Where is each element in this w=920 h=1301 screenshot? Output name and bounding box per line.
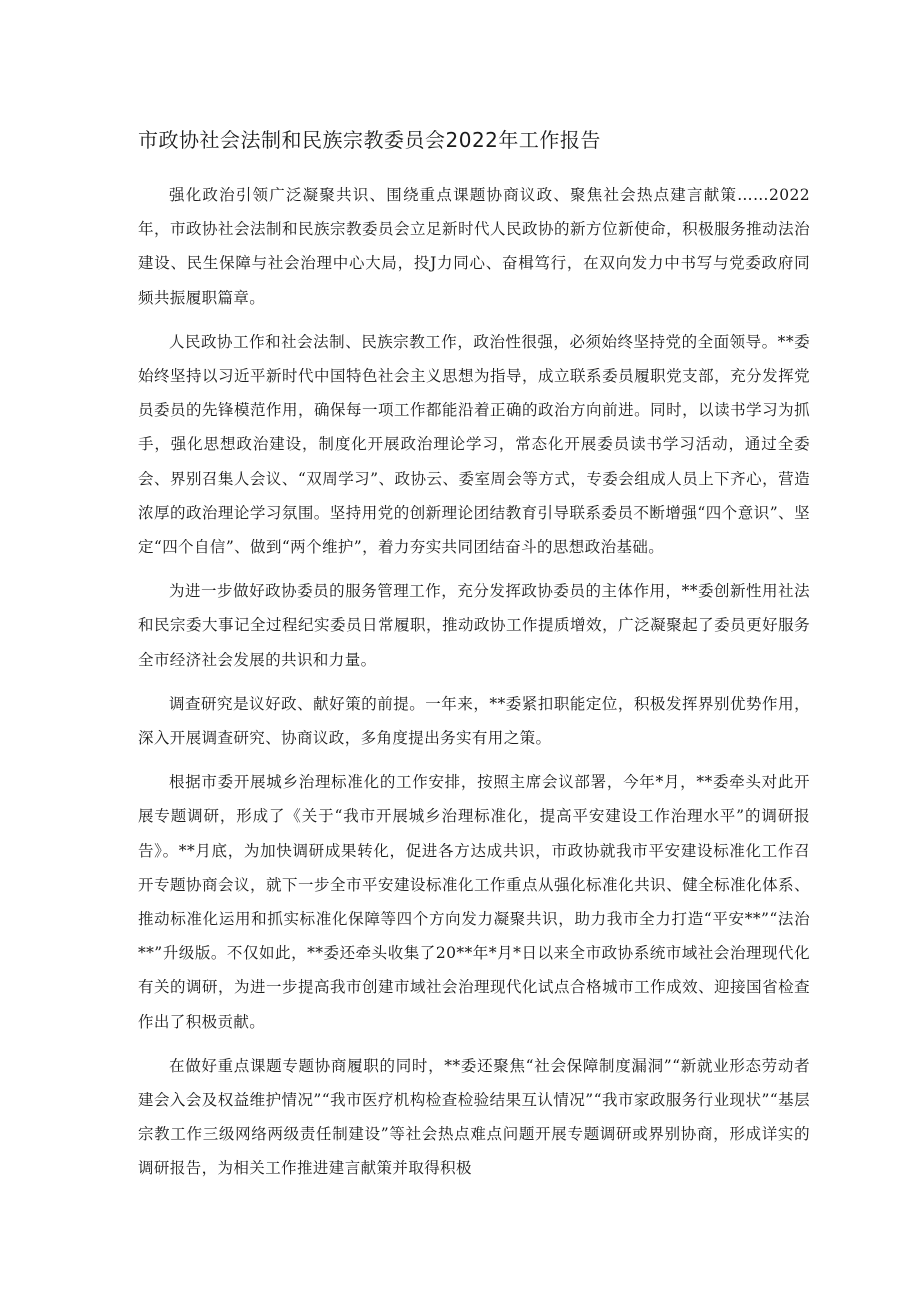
document-title: 市政协社会法制和民族宗教委员会2022年工作报告 xyxy=(138,128,601,152)
paragraph-2: 人民政协工作和社会法制、民族宗教工作，政治性很强，必须始终坚持党的全面领导。**委始终坚持以习近平新时代中国特色社会主义思想为指导，成立联系委员履职党支部，充分发挥党员委员的先锋模范作用，确保每一项工作都能沿着正确的政治方向前进。同时，以读书学习为抓手，强化思想政治建设，制度化开展政治理论学习，常态化开展委员读书学习活动，通过全委会、界别召集人会议、“双周学习”、政协云、委室周会等方式，专委会组成人员上下齐心，营造浓厚的政治理论学习氛围。坚持用党的创新理论团结教育引导联系委员不断增强“四个意识”、坚定“四个自信”、做到“两个维护”，着力夯实共同团结奋斗的思想政治基础。 xyxy=(138,332,810,557)
paragraph-4: 调查研究是议好政、献好策的前提。一年来，**委紧扣职能定位，积极发挥界别优势作用，深入开展调查研究、协商议政，多角度提出务实有用之策。 xyxy=(138,694,810,748)
paragraph-1: 强化政治引领广泛凝聚共识、围绕重点课题协商议政、聚焦社会热点建言献策……2022年，市政协社会法制和民族宗教委员会立足新时代人民政协的新方位新使命，积极服务推动法治建设、民生保障与社会治理中心大局，投J力同心、奋楫笃行，在双向发力中书写与党委政府同频共振履职篇章。 xyxy=(138,186,810,307)
paragraph-6: 在做好重点课题专题协商履职的同时，**委还聚焦“社会保障制度漏洞”“新就业形态劳动者建会入会及权益维护情况”“我市医疗机构检查检验结果互认情况”“我市家政服务行业现状”“基层宗教工作三级网络两级责任制建设”等社会热点难点问题开展专题调研或界别协商，形成详实的调研报告，为相关工作推进建言献策并取得积极 xyxy=(138,1056,810,1178)
paragraph-5: 根据市委开展城乡治理标准化的工作安排，按照主席会议部署，今年*月，**委牵头对此开展专题调研，形成了《关于“我市开展城乡治理标准化，提高平安建设工作治理水平”的调研报告》。**月底，为加快调研成果转化，促进各方达成共识，市政协就我市平安建设标准化工作召开专题协商会议，就下一步全市平安建设标准化工作重点从强化标准化共识、健全标准化体系、推动标准化运用和抓实标准化保障等四个方向发力凝聚共识，助力我市全力打造“平安**”“法治**”升级版。不仅如此，**委还牵头收集了20**年*月*日以来全市政协系统市域社会治理现代化有关的调研，为进一步提高我市创建市域社会治理现代化试点合格城市工作成效、迎接国省检查作出了积极贡献。 xyxy=(138,773,810,1031)
paragraph-3: 为进一步做好政协委员的服务管理工作，充分发挥政协委员的主体作用，**委创新性用社法和民宗委大事记全过程纪实委员日常履职，推动政协工作提质增效，广泛凝聚起了委员更好服务全市经济社会发展的共识和力量。 xyxy=(138,582,810,669)
